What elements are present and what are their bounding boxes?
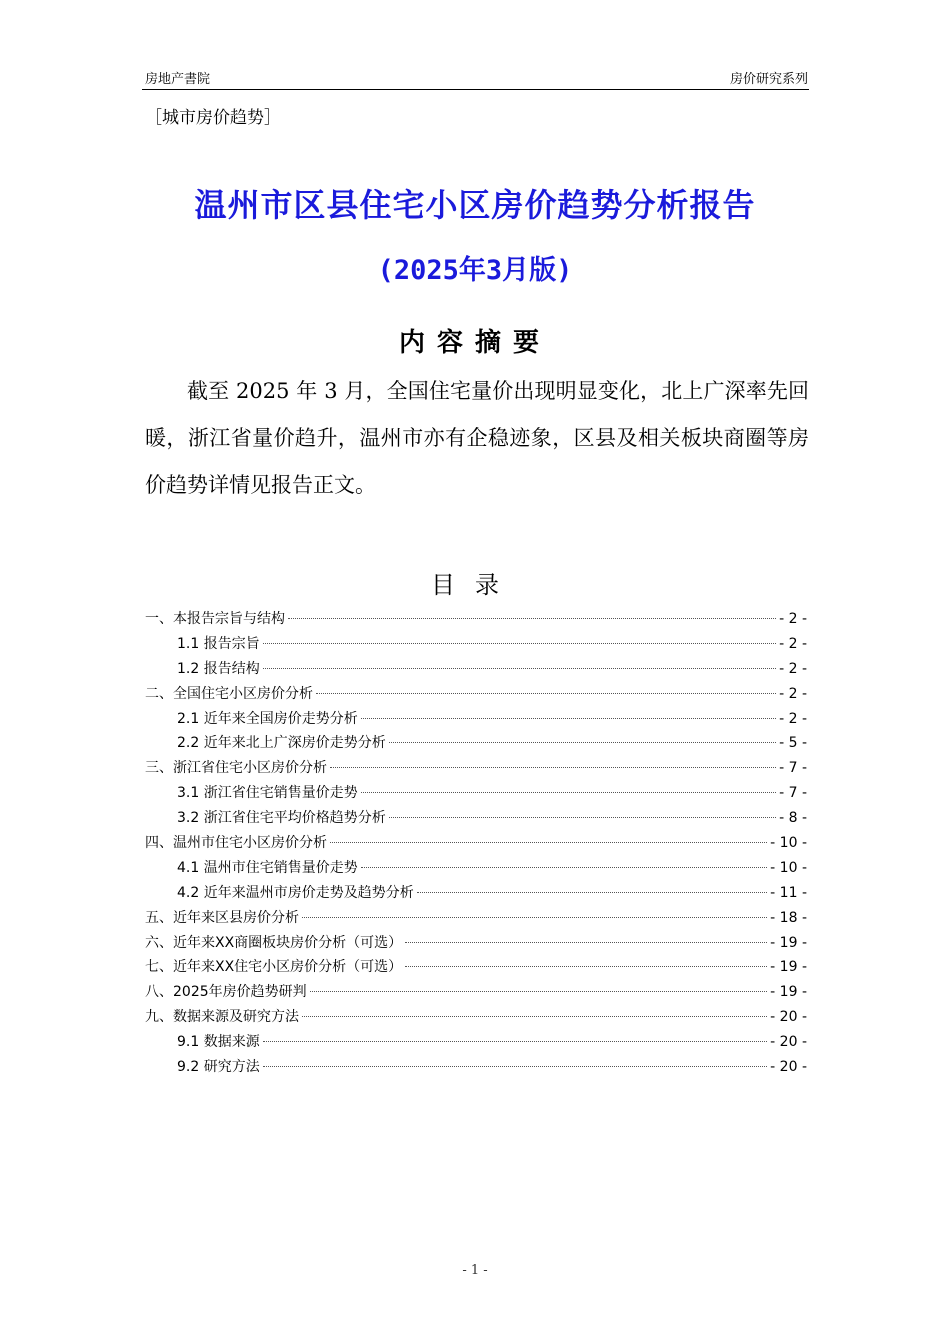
toc-entry-title: 一、本报告宗旨与结构 [145,611,285,627]
toc-entry[interactable] [145,806,807,831]
toc-entry[interactable] [145,1005,807,1030]
toc-entry[interactable] [145,906,807,931]
toc-entry-page: - 19 - [770,959,807,976]
toc-entry[interactable] [145,781,807,806]
toc-entry-page: - 2 - [779,635,807,652]
toc-entry[interactable] [145,1055,807,1080]
toc-leader-dots [263,1066,767,1067]
toc-entry-page: - 19 - [770,984,807,1001]
toc-entry-page: - 10 - [770,835,807,852]
toc-entry-title: 9.2 研究方法 [177,1059,260,1076]
toc-leader-dots [361,792,776,793]
toc-entry-title: 4.2 近年来温州市房价走势及趋势分析 [177,884,414,901]
toc-leader-dots [263,1041,767,1042]
toc-leader-dots [330,842,767,843]
toc-entry-title: 1.2 报告结构 [177,660,260,677]
toc-leader-dots [361,867,767,868]
toc-entry-title: 二、全国住宅小区房价分析 [145,685,313,702]
toc-leader-dots [310,991,768,992]
toc-leader-dots [302,917,767,918]
toc-entry-page: - 2 - [779,685,807,702]
abstract-heading: 内容摘要 [398,328,551,358]
toc-entry-page: - 20 - [770,1034,807,1051]
header-left-text: 房地产書院 [145,72,211,87]
toc-leader-dots [263,668,776,669]
report-title: 温州市区县住宅小区房价趋势分析报告 [194,186,756,224]
toc-leader-dots [389,817,776,818]
toc-entry-title: 五、近年来区县房价分析 [145,909,299,926]
toc-entry[interactable] [145,731,807,756]
toc-entry[interactable] [145,881,807,906]
toc-entry-title: 四、温州市住宅小区房价分析 [145,835,327,852]
toc-leader-dots [316,693,776,694]
toc-entry-title: 三、浙江省住宅小区房价分析 [145,760,327,777]
toc-entry-page: - 2 - [779,660,807,677]
toc-entry-title: 9.1 数据来源 [177,1034,260,1051]
toc-leader-dots [389,742,776,743]
toc-entry[interactable] [145,707,807,732]
toc-entry[interactable] [145,607,807,632]
toc-entry-page: - 7 - [779,785,807,802]
toc-entry-title: 六、近年来XX商圈板块房价分析（可选） [145,934,403,951]
toc-entry-title: 3.2 浙江省住宅平均价格趋势分析 [177,810,386,827]
toc-entry[interactable] [145,856,807,881]
toc-entry[interactable] [145,682,807,707]
toc-entry-title: 2.1 近年来全国房价走势分析 [177,710,358,727]
toc-entry-title: 1.1 报告宗旨 [177,635,260,652]
toc-leader-dots [330,767,776,768]
toc-entry-title: 七、近年来XX住宅小区房价分析（可选） [145,959,403,976]
toc-entry-title: 3.1 浙江省住宅销售量价走势 [177,785,358,802]
toc-entry[interactable] [145,657,807,682]
toc-entry[interactable] [145,1030,807,1055]
abstract-body: 截至 2025 年 3 月，全国住宅量价出现明显变化，北上广深率先回暖，浙江省量价趋升，温州市亦有企稳迹象，区县及相关板块商圈等房价趋势详情见报告正文。 [145,379,809,497]
toc-leader-dots [288,618,776,619]
toc-entry-page: - 19 - [770,934,807,951]
toc-entry[interactable] [145,980,807,1005]
toc-entry-page: - 10 - [770,859,807,876]
toc-entry-title: 4.1 温州市住宅销售量价走势 [177,859,358,876]
toc-entry-page: - 11 - [770,884,807,901]
toc-entry-page: - 20 - [770,1009,807,1026]
report-edition: (2025年3月版) [377,255,573,286]
header-divider [142,89,809,90]
toc-leader-dots [405,966,767,967]
toc-entry[interactable] [145,931,807,956]
toc-entry-title: 八、2025年房价趋势研判 [145,984,307,1001]
toc-leader-dots [302,1016,767,1017]
toc-leader-dots [361,718,776,719]
toc-entry-title: 九、数据来源及研究方法 [145,1009,299,1026]
toc-heading: 目录 [431,571,519,599]
toc-leader-dots [405,942,767,943]
toc-entry[interactable] [145,831,807,856]
toc-entry-page: - 2 - [779,611,807,627]
toc-entry-page: - 18 - [770,909,807,926]
page-number: - 1 - [462,1263,488,1278]
toc-entry-title: 2.2 近年来北上广深房价走势分析 [177,735,386,752]
toc-entry-page: - 7 - [779,760,807,777]
toc-leader-dots [417,892,767,893]
toc-entry[interactable] [145,955,807,980]
toc-entry-page: - 8 - [779,810,807,827]
table-of-contents [145,607,807,1080]
toc-entry[interactable] [145,756,807,781]
category-label: ［城市房价趋势］ [145,108,281,128]
toc-entry-page: - 5 - [779,735,807,752]
header-right-text: 房价研究系列 [729,72,808,87]
toc-leader-dots [263,643,776,644]
toc-entry-page: - 20 - [770,1059,807,1076]
toc-entry[interactable] [145,632,807,657]
toc-entry-page: - 2 - [779,710,807,727]
